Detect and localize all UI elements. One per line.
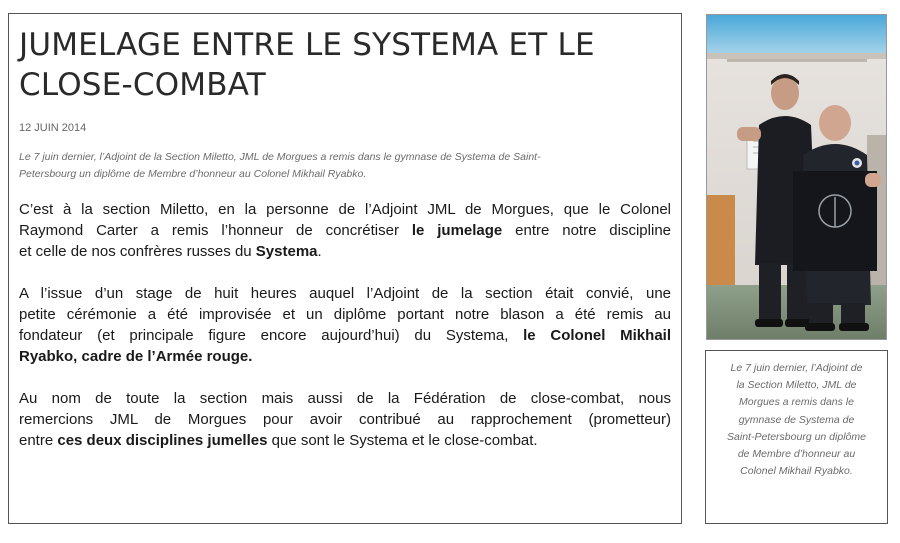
caption-line: la Section Miletto, JML de (736, 379, 857, 392)
lede-line-1: Le 7 juin dernier, l’Adjoint de la Section Miletto, JML de Morgues a remis dans le gymnase de Systema de Saint- (19, 151, 541, 163)
p1-bold-systema: Systema (255, 243, 318, 260)
paragraph-3 (19, 388, 671, 451)
paragraph-1 (19, 199, 671, 262)
photo-illustration (707, 15, 887, 340)
caption-line: Morgues a remis dans le (739, 396, 854, 409)
article-photo (706, 14, 887, 340)
p2-line-3: fondateur (et principale figure encore aujourd’hui) du Systema, le Colonel Mikhail (19, 327, 671, 344)
caption-line: de Membre d’honneur au (737, 448, 856, 461)
article-lede (19, 149, 671, 183)
article-title (19, 24, 671, 105)
p3-bold-disciplines: ces deux disciplines jumelles (57, 432, 268, 449)
p2-line-1: A l’issue d’un stage de huit heures auquel l’Adjoint de la section était convié, une (19, 285, 671, 302)
p3-line-3: entre ces deux disciplines jumelles que sont le Systema et le close-combat. (19, 432, 538, 449)
p1-bold-jumelage: le jumelage (411, 222, 503, 239)
p1-line-2: Raymond Carter a remis l’honneur de concrétiser le jumelage entre notre discipline (19, 222, 671, 239)
article-date: 12 JUIN 2014 (19, 122, 87, 134)
caption-line: Le 7 juin dernier, l’Adjoint de (730, 362, 863, 374)
article-body (19, 199, 671, 451)
p1-line-1: C’est à la section Miletto, en la personne de l’Adjoint JML de Morgues, que le Colonel (19, 201, 671, 218)
p1-line-3: et celle de nos confrères russes du Systema. (19, 243, 322, 260)
photo-caption (710, 360, 883, 480)
p2-line-2: petite cérémonie a été improvisée et un diplôme portant notre blason a été remis au (19, 306, 671, 323)
p3-line-2: remercions JML de Morgues pour avoir contribué au rapprochement (prometteur) (19, 411, 671, 428)
caption-line: Colonel Mikhail Ryabko. (740, 465, 853, 478)
paragraph-2 (19, 283, 671, 367)
lede-line-2: Petersbourg un diplôme de Membre d’honneur au Colonel Mikhail Ryabko. (19, 168, 367, 180)
title-line-2: CLOSE-COMBAT (19, 67, 266, 103)
caption-line: Saint-Petersbourg un diplôme (727, 430, 866, 443)
photo-caption-panel (705, 350, 888, 524)
title-line-1: JUMELAGE ENTRE LE SYSTEMA ET LE (19, 27, 595, 63)
p2-bold-ryabko: Ryabko, cadre de l’Armée rouge. (19, 348, 253, 365)
p2-bold-colonel: le Colonel Mikhail (523, 327, 671, 344)
p2-line-4 (19, 346, 671, 367)
article-panel (8, 13, 682, 524)
caption-line: gymnase de Systema de (738, 413, 855, 426)
p3-line-1: Au nom de toute la section mais aussi de la Fédération de close-combat, nous (19, 390, 671, 407)
